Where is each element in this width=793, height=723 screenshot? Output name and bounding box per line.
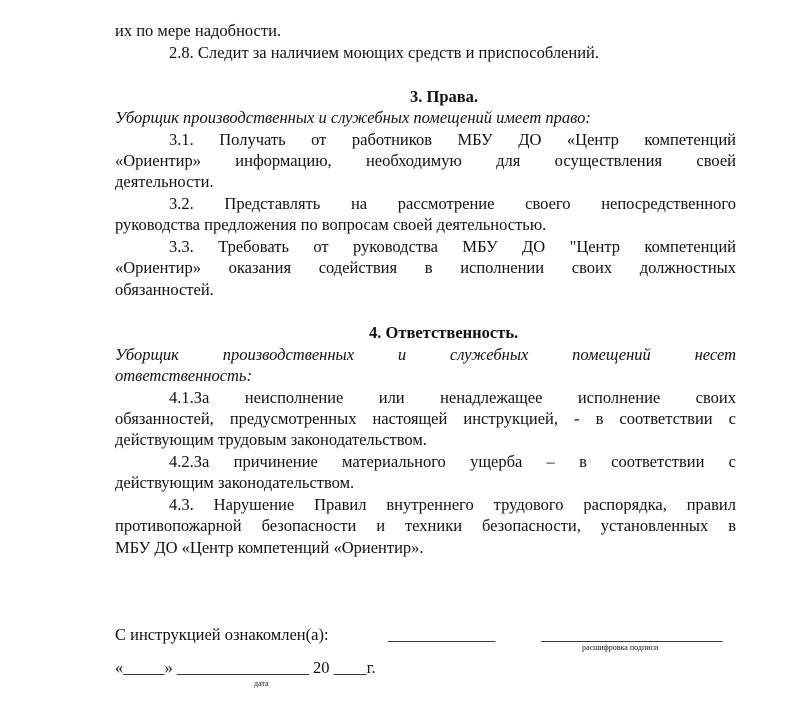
item-4-3-line1: 4.3. Нарушение Правил внутреннего трудового распорядка, правил: [169, 495, 736, 514]
signature-blank: _____________: [388, 625, 496, 644]
item-4-2-line2: действующим законодательством.: [115, 473, 355, 492]
decoding-caption: расшифровка подписи: [582, 643, 659, 652]
acknowledged-label: С инструкцией ознакомлен(а):: [115, 625, 329, 644]
item-3-3-line3: обязанностей.: [115, 280, 214, 299]
date-line: «_____» ________________ 20 ____г.: [115, 658, 376, 677]
item-4-1-line2: обязанностей, предусмотренных настоящей инструкцией, - в соответствии с: [115, 409, 736, 428]
section4-intro-line2: ответственность:: [115, 366, 252, 385]
item-4-1-line3: действующим трудовым законодательством.: [115, 430, 427, 449]
section3-title: 3. Права.: [410, 87, 479, 106]
item-3-1-line3: деятельности.: [115, 172, 214, 191]
item-4-3-line2: противопожарной безопасности и техники безопасности, установленных в: [115, 516, 736, 535]
section2-tail-line: их по мере надобности.: [115, 21, 282, 40]
item-3-2-line2: руководства предложения по вопросам своей деятельностью.: [115, 215, 547, 234]
item-2-8: 2.8. Следит за наличием моющих средств и приспособлений.: [169, 43, 599, 62]
item-3-2-line1: 3.2. Представлять на рассмотрение своего непосредственного: [169, 194, 736, 213]
decoding-blank: ______________________: [541, 625, 723, 644]
item-4-2-line1: 4.2.За причинение материального ущерба – в соответствии с: [169, 452, 736, 471]
section3-intro: Уборщик производственных и служебных помещений имеет право:: [115, 108, 591, 127]
date-caption: дата: [254, 679, 269, 688]
section4-title: 4. Ответственность.: [369, 323, 519, 342]
item-4-3-line3: МБУ ДО «Центр компетенций «Ориентир».: [115, 538, 424, 557]
item-4-1-line1: 4.1.За неисполнение или ненадлежащее исполнение своих: [169, 388, 736, 407]
section4-intro-line1: Уборщик производственных и служебных помещений несет: [115, 345, 736, 364]
item-3-3-line2: «Ориентир» оказания содействия в исполнении своих должностных: [115, 258, 736, 277]
item-3-1-line2: «Ориентир» информацию, необходимую для осуществления своей: [115, 151, 736, 170]
item-3-1-line1: 3.1. Получать от работников МБУ ДО «Центр компетенций: [169, 130, 736, 149]
item-3-3-line1: 3.3. Требовать от руководства МБУ ДО "Центр компетенций: [169, 237, 736, 256]
